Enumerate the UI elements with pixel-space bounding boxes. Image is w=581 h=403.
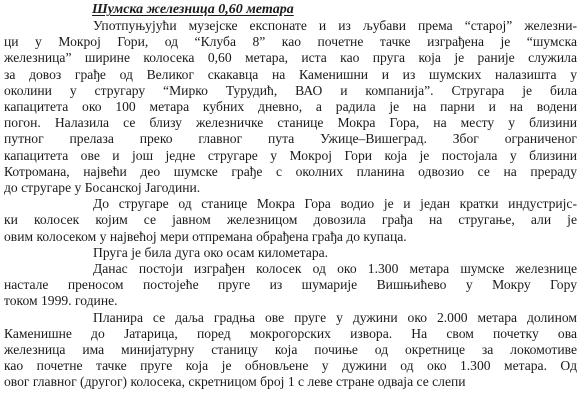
text-line: као почетне тачке пруге која је обновљене у дужини од око 1.300 метара. Од xyxy=(4,358,577,374)
text-line: Употпуњујући музејске експонате и из љубави према “старој” железни- xyxy=(93,18,577,33)
text-line: током 1999. године. xyxy=(4,293,118,309)
text-line: Котромана, највећи део шумске грађе с околних планина одвозио се на прераду xyxy=(4,163,577,179)
text-line: железница” ширине колосека 0,60 метара, иста као пруга која је раније служила xyxy=(4,50,577,66)
text-line: ци у Мокрој Гори, од “Клуба 8” као почетне тачке изграђена је “шумска xyxy=(4,34,577,50)
text-line: погон. Налазила се близу железничке станице Мокра Гора, на месту у близини xyxy=(4,115,577,131)
text-line: Пруга је била дуга око осам километара. xyxy=(93,244,329,260)
text-line: околини у стругару “Мирко Турудић, ВАО и компанија”. Стругара је била xyxy=(4,82,577,98)
text-line: овог главног (другог) колосека, скретницом број 1 с леве стране одваја се слепи xyxy=(4,374,466,390)
text-line: за довоз грађе од Великог скакавца на Каменишни и из шумских налазишта у xyxy=(4,66,577,82)
text-line: железница има минијатурну станицу која почиње од окретнице за локомотиве xyxy=(4,342,577,357)
text-line: До стругаре од станице Мокра Гора водио је и један кратки индустријс- xyxy=(93,196,577,212)
text-line: ки колосек којим се јавном железницом довозила грађа на стругање, али је xyxy=(4,212,577,228)
text-line: настале преносом постојеће пруге из шумарије Вишњићево у Мокру Гору xyxy=(4,277,577,293)
text-line: Каменишне до Јатарица, поред мокрогорских извора. На свом почетку ова xyxy=(4,325,577,341)
text-line: путног прелаза преко главног пута Ужице–Вишеград. Због ограниченог xyxy=(4,131,577,147)
text-line: капацитета око 100 метара кубних дневно, а радила је на парни и на водени xyxy=(4,99,577,114)
text-line: до стругаре у Босанској Јагодини. xyxy=(4,180,201,195)
text-line: овим колосеком у највећој мери отпремана обрађена грађа до купаца. xyxy=(4,228,407,244)
text-line: Планира се даља градња ове пруге у дужини око 2.000 метара долином xyxy=(93,309,577,325)
text-line: Данас постоји изграђен колосек од око 1.300 метара шумске железнице xyxy=(93,261,577,276)
text-line: капацитета ове и још једне стругаре у Мокрој Гори која је постојала у близини xyxy=(4,147,577,163)
section-title: Шумска железница 0,60 метара xyxy=(92,2,294,17)
